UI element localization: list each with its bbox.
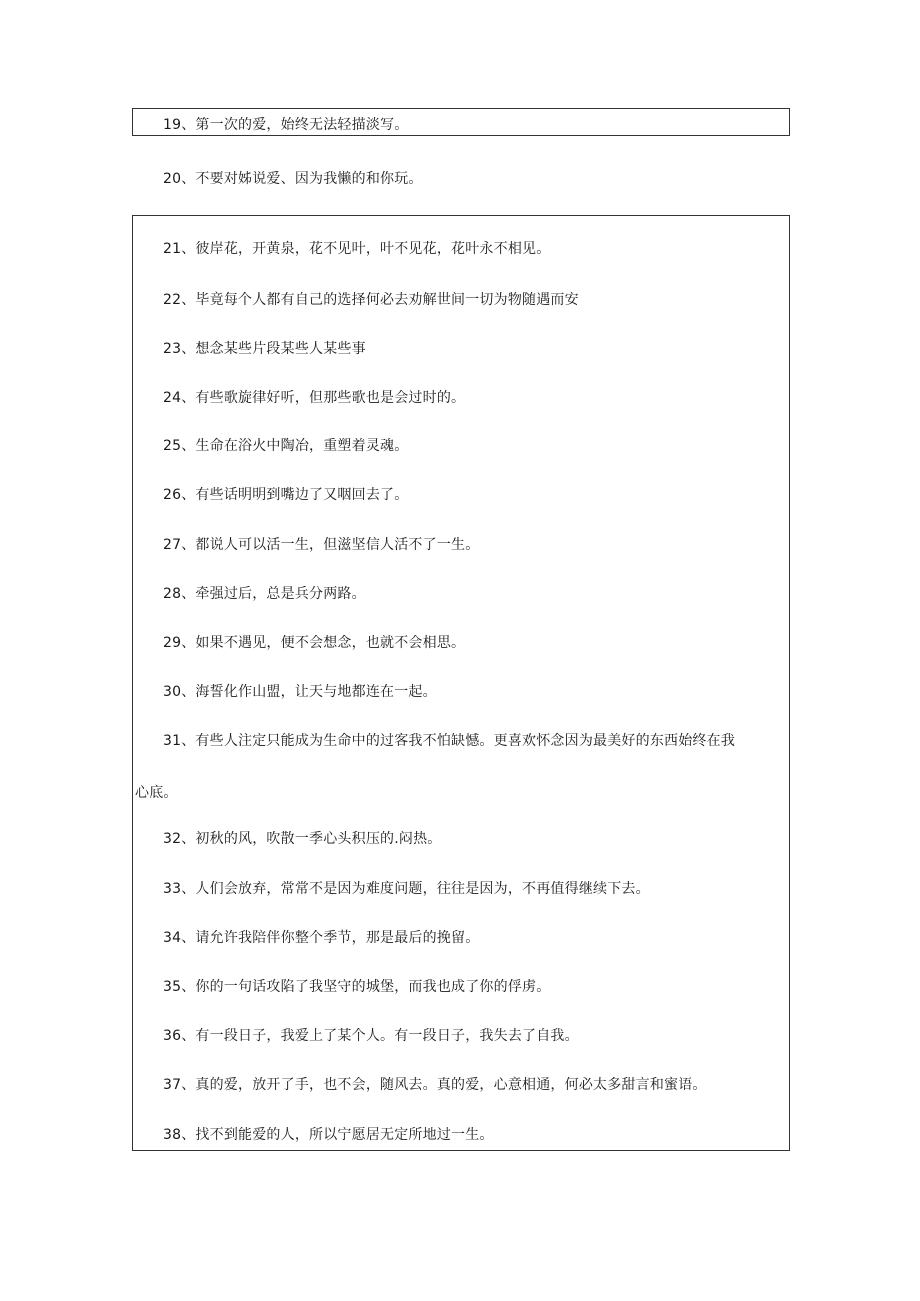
- list-item: [163, 485, 408, 505]
- item-number: 37: [163, 1077, 182, 1093]
- item-number: 22: [163, 292, 182, 308]
- item-text: 、不要对姊说爱、因为我懒的和你玩。: [181, 171, 423, 187]
- item-number: 20: [163, 171, 182, 187]
- item-text: 、都说人可以活一生，但滋坚信人活不了一生。: [181, 537, 480, 553]
- list-item: [163, 1026, 579, 1046]
- list-item: [163, 829, 441, 849]
- list-item: [163, 169, 423, 189]
- item-number: 36: [163, 1028, 182, 1044]
- item-number: 26: [163, 487, 182, 503]
- item-number: 35: [163, 979, 182, 995]
- list-item: [163, 633, 465, 653]
- item-number: 25: [163, 438, 182, 454]
- item-text: 、想念某些片段某些人某些事: [181, 341, 366, 357]
- list-item: [163, 339, 366, 359]
- item-text: 、彼岸花，开黄泉，花不见叶，叶不见花，花叶永不相见。: [181, 241, 551, 257]
- item-text-continuation: 心底。: [135, 785, 178, 801]
- item-text: 、有些歌旋律好听，但那些歌也是会过时的。: [181, 390, 466, 406]
- item-text: 、第一次的爱，始终无法轻描淡写。: [181, 117, 409, 133]
- item-number: 27: [163, 537, 182, 553]
- list-item: [163, 290, 579, 310]
- list-item: [163, 584, 366, 604]
- list-item: [163, 1125, 494, 1145]
- item-number: 23: [163, 341, 182, 357]
- list-item: [163, 1075, 707, 1095]
- item-text: 、你的一句话攻陷了我坚守的城堡，而我也成了你的俘虏。: [181, 979, 551, 995]
- list-item-continuation: [135, 783, 178, 803]
- list-item: [163, 731, 735, 751]
- item-text: 、如果不遇见，便不会想念，也就不会相思。: [181, 635, 466, 651]
- item-number: 34: [163, 930, 182, 946]
- list-item: [163, 977, 550, 997]
- list-item: [163, 682, 437, 702]
- list-item: [163, 115, 408, 135]
- item-text: 、有些人注定只能成为生命中的过客我不怕缺憾。更喜欢怀念因为最美好的东西始终在我: [181, 733, 736, 749]
- item-number: 19: [163, 117, 182, 133]
- item-text: 、找不到能爱的人，所以宁愿居无定所地过一生。: [181, 1127, 494, 1143]
- item-number: 28: [163, 586, 182, 602]
- item-number: 30: [163, 684, 182, 700]
- item-text: 、毕竟每个人都有自己的选择何必去劝解世间一切为物随遇而安: [181, 292, 579, 308]
- item-number: 29: [163, 635, 182, 651]
- item-text: 、有些话明明到嘴边了又咽回去了。: [181, 487, 409, 503]
- item-number: 32: [163, 831, 182, 847]
- list-item: [163, 388, 465, 408]
- item-text: 、请允许我陪伴你整个季节，那是最后的挽留。: [181, 930, 480, 946]
- item-number: 33: [163, 881, 182, 897]
- list-item: [163, 239, 550, 259]
- item-text: 、有一段日子，我爱上了某个人。有一段日子，我失去了自我。: [181, 1028, 579, 1044]
- item-number: 38: [163, 1127, 182, 1143]
- item-number: 21: [163, 241, 182, 257]
- list-item: [163, 436, 408, 456]
- item-text: 、海誓化作山盟，让天与地都连在一起。: [181, 684, 437, 700]
- item-text: 、牵强过后，总是兵分两路。: [181, 586, 366, 602]
- item-number: 31: [163, 733, 182, 749]
- item-text: 、人们会放弃，常常不是因为难度问题，往往是因为，不再值得继续下去。: [181, 881, 650, 897]
- list-item: [163, 535, 479, 555]
- item-text: 、真的爱，放开了手，也不会，随风去。真的爱，心意相通，何必太多甜言和蜜语。: [181, 1077, 707, 1093]
- item-text: 、初秋的风，吹散一季心头积压的.闷热。: [181, 831, 442, 847]
- list-item: [163, 928, 479, 948]
- item-number: 24: [163, 390, 182, 406]
- item-text: 、生命在浴火中陶冶，重塑着灵魂。: [181, 438, 409, 454]
- list-item: [163, 879, 650, 899]
